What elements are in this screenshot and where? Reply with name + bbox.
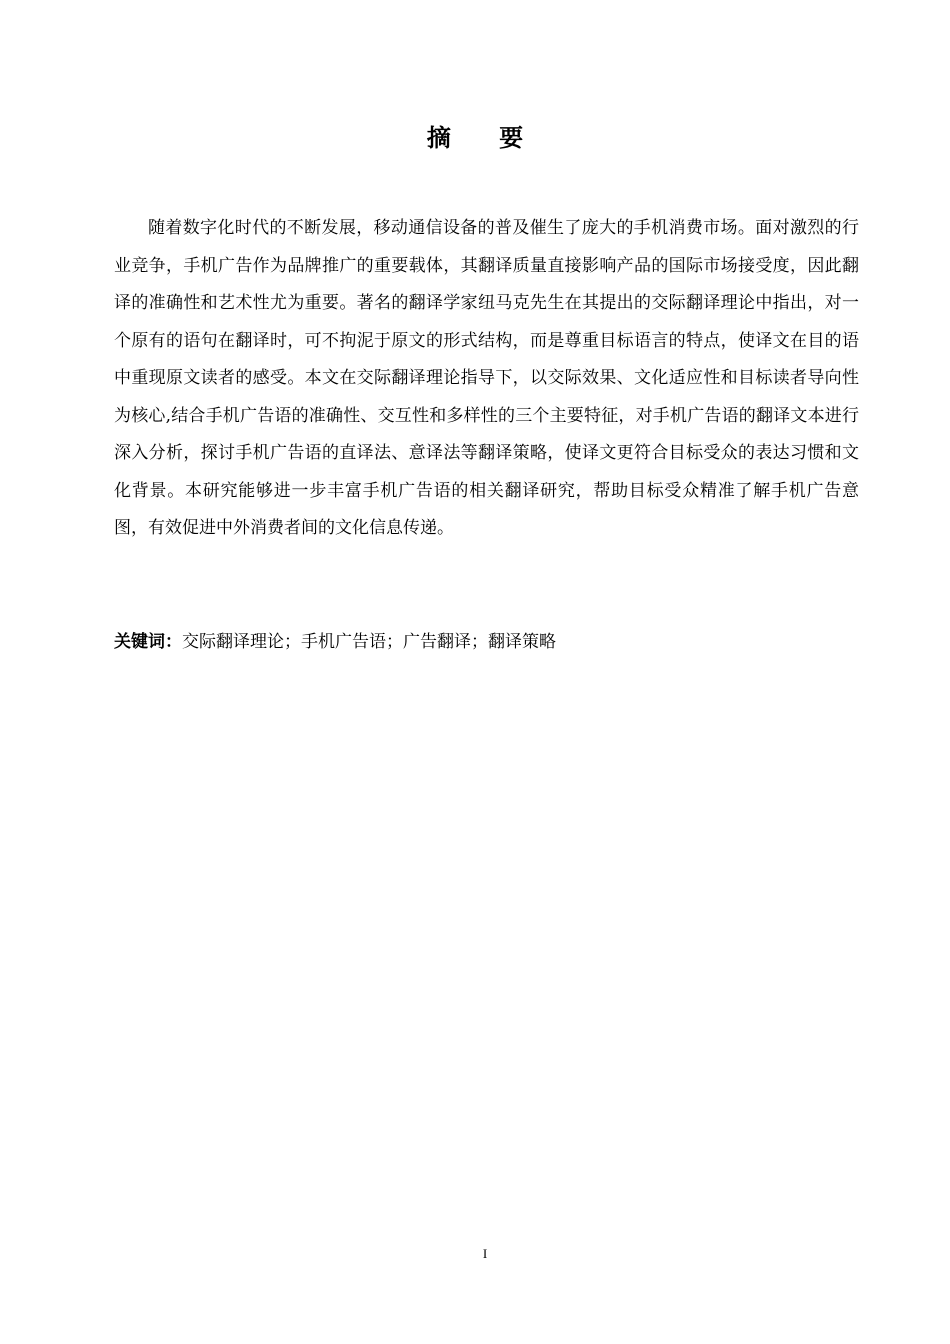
keywords-line bbox=[114, 627, 859, 657]
keywords-text: 交际翻译理论；手机广告语；广告翻译；翻译策略 bbox=[182, 632, 556, 652]
page-number: I bbox=[482, 1246, 488, 1261]
abstract-title: 摘 要 bbox=[426, 124, 544, 152]
keywords-label: 关键词： bbox=[114, 632, 182, 652]
abstract-paragraph: 随着数字化时代的不断发展，移动通信设备的普及催生了庞大的手机消费市场。面对激烈的行业竞争，手机广告作为品牌推广的重要载体，其翻译质量直接影响产品的国际市场接受度，因此翻译的准确性和艺术性尤为重要。著名的翻译学家纽马克先生在其提出的交际翻译理论中指出，对一个原有的语句在翻译时，可不拘泥于原文的形式结构，而是尊重目标语言的特点，使译文在目的语中重现原文读者的感受。本文在交际翻译理论指导下，以交际效果、文化适应性和目标读者导向性为核心,结合手机广告语的准确性、交互性和多样性的三个主要特征，对手机广告语的翻译文本进行深入分析，探讨手机广告语的直译法、意译法等翻译策略，使译文更符合目标受众的表达习惯和文化背景。本研究能够进一步丰富手机广告语的相关翻译研究，帮助目标受众精准了解手机广告意图，有效促进中外消费者间的文化信息传递。 bbox=[114, 218, 859, 538]
